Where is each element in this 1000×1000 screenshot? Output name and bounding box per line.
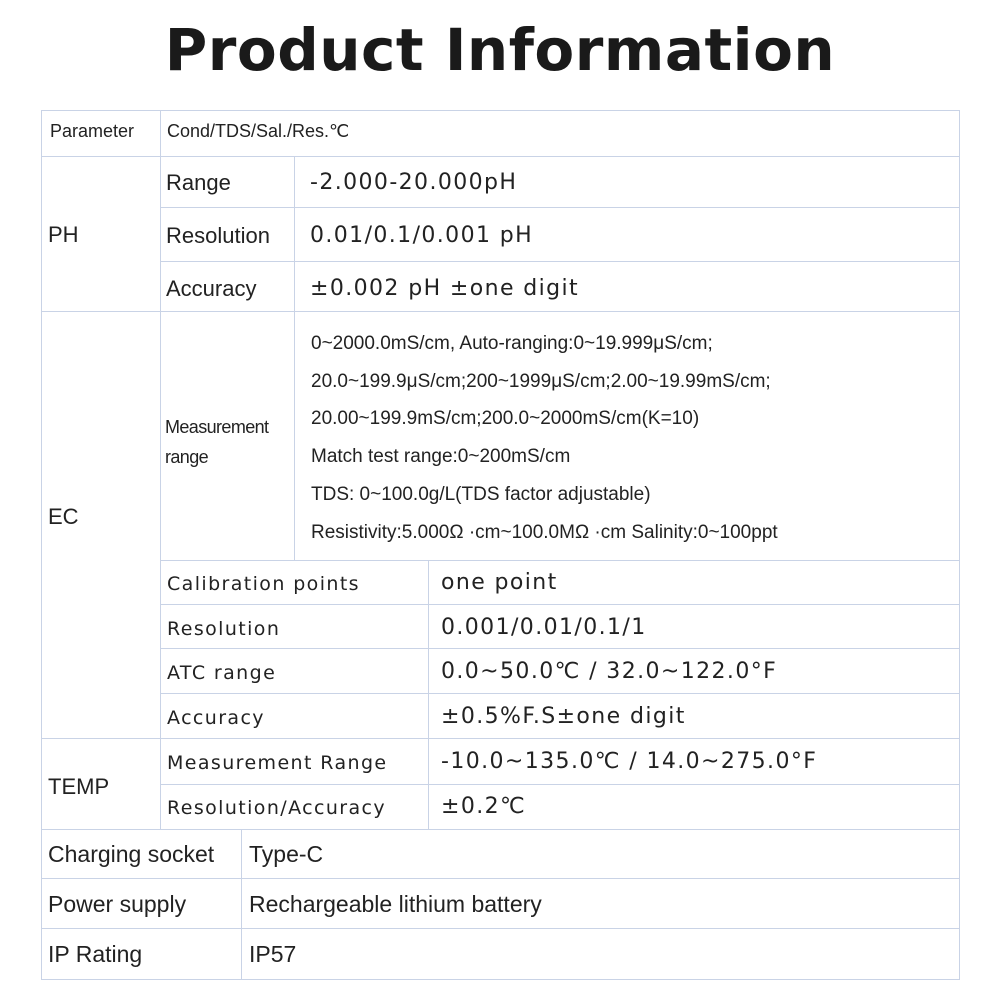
table-line	[160, 261, 959, 262]
ec-resolution-value: 0.001/0.01/0.1/1	[441, 615, 647, 640]
ec-measurement-label-line: range	[165, 447, 209, 467]
ec-atc-value: 0.0~50.0℃ / 32.0~122.0°F	[441, 659, 778, 684]
ph-range-value: -2.000-20.000pH	[310, 170, 518, 195]
table-line	[160, 110, 161, 829]
table-line	[41, 156, 959, 157]
table-line	[41, 878, 959, 879]
table-line	[160, 604, 959, 605]
ec-calibration-label: Calibration points	[167, 573, 360, 595]
ec-measurement-line: 0~2000.0mS/cm, Auto-ranging:0~19.999μS/cm;	[311, 333, 713, 354]
table-line	[428, 560, 429, 829]
table-line	[241, 829, 242, 979]
ec-measurement-label	[165, 412, 268, 472]
temp-range-value: -10.0~135.0℃ / 14.0~275.0°F	[441, 749, 818, 774]
charging-label: Charging socket	[48, 841, 215, 867]
header-label: Parameter	[50, 121, 135, 141]
temp-range-label: Measurement Range	[167, 752, 388, 774]
table-line	[160, 784, 959, 785]
ph-range-label: Range	[166, 170, 231, 195]
ec-group-label: EC	[48, 504, 79, 529]
header-value: Cond/TDS/Sal./Res.℃	[167, 121, 350, 141]
table-line	[160, 207, 959, 208]
table-line	[160, 693, 959, 694]
page-title: Product Information	[164, 16, 836, 84]
ph-accuracy-label: Accuracy	[166, 276, 257, 301]
table-line	[41, 110, 42, 980]
power-label: Power supply	[48, 891, 187, 917]
ec-atc-label: ATC range	[167, 662, 277, 684]
ec-measurement-line: Match test range:0~200mS/cm	[311, 446, 571, 467]
ph-resolution-label: Resolution	[166, 223, 270, 248]
ec-measurement-line: 20.00~199.9mS/cm;200.0~2000mS/cm(K=10)	[311, 408, 700, 429]
ph-resolution-value: 0.01/0.1/0.001 pH	[310, 223, 534, 248]
ph-accuracy-value: ±0.002 pH ±one digit	[310, 276, 580, 301]
temp-resolution-label: Resolution/Accuracy	[167, 797, 387, 819]
ip-label: IP Rating	[48, 941, 143, 967]
temp-group-label: TEMP	[48, 774, 110, 799]
table-line	[294, 156, 295, 560]
ec-calibration-value: one point	[441, 570, 558, 595]
ec-measurement-line: TDS: 0~100.0g/L(TDS factor adjustable)	[311, 484, 651, 505]
table-line	[160, 648, 959, 649]
ec-measurement-line: Resistivity:5.000Ω ·cm~100.0MΩ ·cm Salinity:0~100ppt	[311, 522, 778, 543]
ph-group-label: PH	[48, 222, 79, 247]
table-line	[959, 110, 960, 980]
ec-resolution-label: Resolution	[167, 618, 281, 640]
table-line	[41, 110, 959, 111]
temp-resolution-value: ±0.2℃	[441, 794, 527, 819]
ec-accuracy-value: ±0.5%F.S±one digit	[441, 704, 686, 729]
table-line	[41, 928, 959, 929]
table-line	[41, 979, 959, 980]
ip-value: IP57	[249, 941, 297, 967]
table-line	[41, 829, 959, 830]
ec-accuracy-label: Accuracy	[167, 707, 265, 729]
ec-measurement-line: 20.0~199.9μS/cm;200~1999μS/cm;2.00~19.99mS/cm;	[311, 371, 771, 392]
charging-value: Type-C	[249, 841, 324, 867]
power-value: Rechargeable lithium battery	[249, 891, 542, 917]
table-line	[41, 738, 959, 739]
table-line	[160, 560, 959, 561]
ec-measurement-label-line: Measurement	[165, 417, 269, 437]
table-line	[41, 311, 959, 312]
